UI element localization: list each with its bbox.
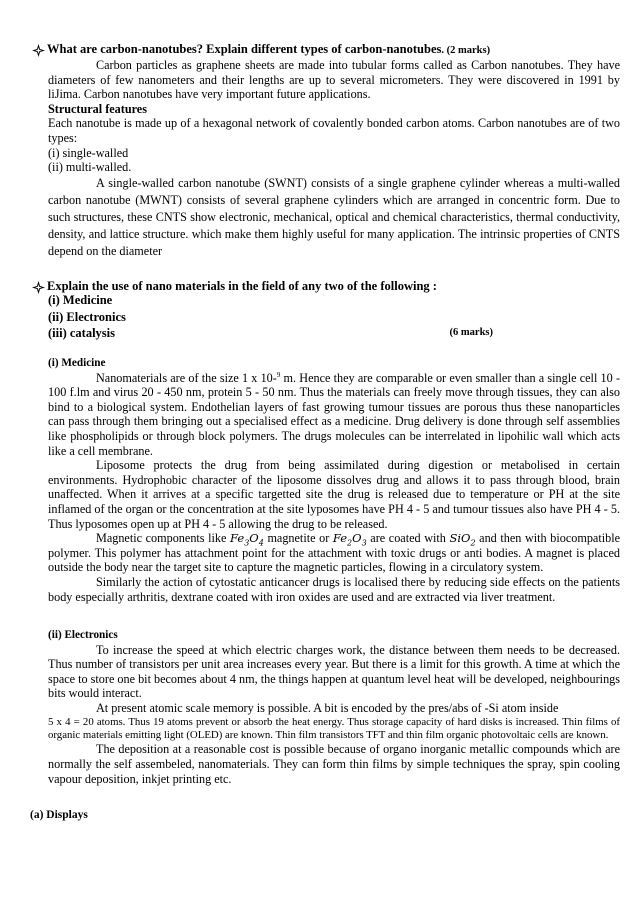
cnt-answer: [48, 58, 620, 260]
medicine-section: [48, 356, 620, 604]
formula-sio2: SiO$_2$: [449, 531, 476, 548]
cnt-types-paragraph: A single-walled carbon nanotube (SWNT) consists of a single graphene cylinder whereas a multi-walled carbon nanotube (MWNT) consists of several graphene cylinders which are arranged in concentric form. Due to such structures, these CNTS show electronic, mechanical, optical and chemical characteristics, thermal conductivity, density, and lattice structure. which make them highly useful for many application. The intrinsic properties of CNTS depend on the diameter: [48, 175, 620, 258]
electronics-paragraph-2b: 5 x 4 = 20 atoms. Thus 19 atoms prevent or absorb the heat energy. Thus storage capacity of hard disks is increased. Thin films of organic materials emitting light (OLED) are known. Thin film transistors TFT and thin film organic photovoltaic cells are known.: [48, 715, 620, 741]
question-1-marks: . (2 marks): [441, 45, 491, 56]
question-1-text: What are carbon-nanotubes? Explain different types of carbon-nanotubes: [47, 42, 442, 56]
formula-fe2o3: $Fe_2O_3$: [332, 531, 367, 548]
option-electronics: (ii) Electronics: [48, 309, 126, 324]
cnt-type-single: (i) single-walled: [48, 145, 129, 160]
question-2-marks: (6 marks): [449, 327, 493, 338]
diamond-bullet-icon: [30, 281, 47, 294]
electronics-paragraph-1: To increase the speed at which electric charges work, the distance between them needs to be decreased. Thus number of transistors per unit area increases every year. But there is a limit for this growth. A time at which the space to store one bit becomes about 4 nm, the things happen at quantum level heat will be developed, neighbourings bits would interact.: [48, 642, 620, 701]
medicine-paragraph-3: Magnetic components like $Fe_3O_4$ magnetite or $Fe_2O_3$ are coated with SiO$_2$ and then with biocompatible polymer. This polymer has attachment point for the attachment with toxic drugs or anti bodies. A magnet is placed outside the body near the target site to capture the magnetic particles, flowing in a circulatory system.: [48, 531, 620, 575]
question-1: [30, 42, 620, 58]
medicine-paragraph-2: Liposome protects the drug from being assimilated during digestion or metabolised in certain environments. Hydrophobic character of the liposome dissolves drug and allows it to pass through blood, brain unaffected. When it arrives at a specific targetted site the drug is released due to temperature or PH at the site inflamed of the organ or the concentration at the site lyposomes have PH 4 - 5 and tumour tissues also have PH 4 - 5. Thus lyposomes open up at PH 4 - 5 allowing the drug to be released.: [48, 458, 620, 531]
cnt-intro-paragraph: Carbon particles as graphene sheets are made into tubular forms called as Carbon nanotubes. They have diameters of few nanometers and their lengths are up to several micrometers. They were discovered in 1991 by liJima. Carbon nanotubes have very important future applications.: [48, 58, 620, 102]
diamond-bullet-icon: [30, 44, 47, 57]
structural-features-heading: Structural features: [48, 101, 147, 116]
medicine-paragraph-4: Similarly the action of cytostatic anticancer drugs is localised there by reducing side effects on the patients body especially arthritis, dextrane coated with iron oxides are used and are extracted via liver treatment.: [48, 574, 620, 604]
medicine-heading: (i) Medicine: [48, 357, 106, 369]
electronics-paragraph-2a: At present atomic scale memory is possible. A bit is encoded by the pres/abs of -Si atom inside: [96, 700, 559, 715]
displays-heading: (a) Displays: [30, 809, 88, 821]
structural-features-paragraph: Each nanotube is made up of a hexagonal network of covalently bonded carbon atoms. Carbon nanotubes are of two types:: [48, 116, 620, 145]
electronics-section: [48, 628, 620, 786]
cnt-type-multi: (ii) multi-walled.: [48, 160, 132, 175]
question-2-options: [48, 292, 608, 342]
electronics-heading: (ii) Electronics: [48, 629, 118, 641]
question-2-text: Explain the use of nano materials in the field of any two of the following :: [47, 279, 437, 293]
formula-fe3o4: $Fe_3O_4$: [230, 531, 264, 548]
electronics-paragraph-3: The deposition at a reasonable cost is possible because of organo inorganic metallic compounds which are normally the self assembeled, nanomaterials. They can form thin films by simple techniques the spray, spin cooling vapour deposition, inkjet printing etc.: [48, 742, 620, 786]
medicine-paragraph-1: Nanomaterials are of the size 1 x 10-$^9$ m. Hence they are comparable or even smaller than a single cell 10 - 100 f.lm and virus 20 - 450 nm, protein 5 - 50 nm. Thus the materials can freely move through tissues, they can also bind to a biological system. Endothelian layers of fast growing tumour tissues are porous thus these nanoparticles can pass through them bringing out a specialised effect as a medicine. Drug delivery is done through self assemblies like phospholipids or through block polymers. The drugs molecules can be interrelated in lipohilic wall which acts like a cell membrane.: [48, 370, 620, 458]
option-medicine: (i) Medicine: [48, 293, 113, 307]
option-catalysis: (iii) catalysis: [48, 326, 116, 340]
